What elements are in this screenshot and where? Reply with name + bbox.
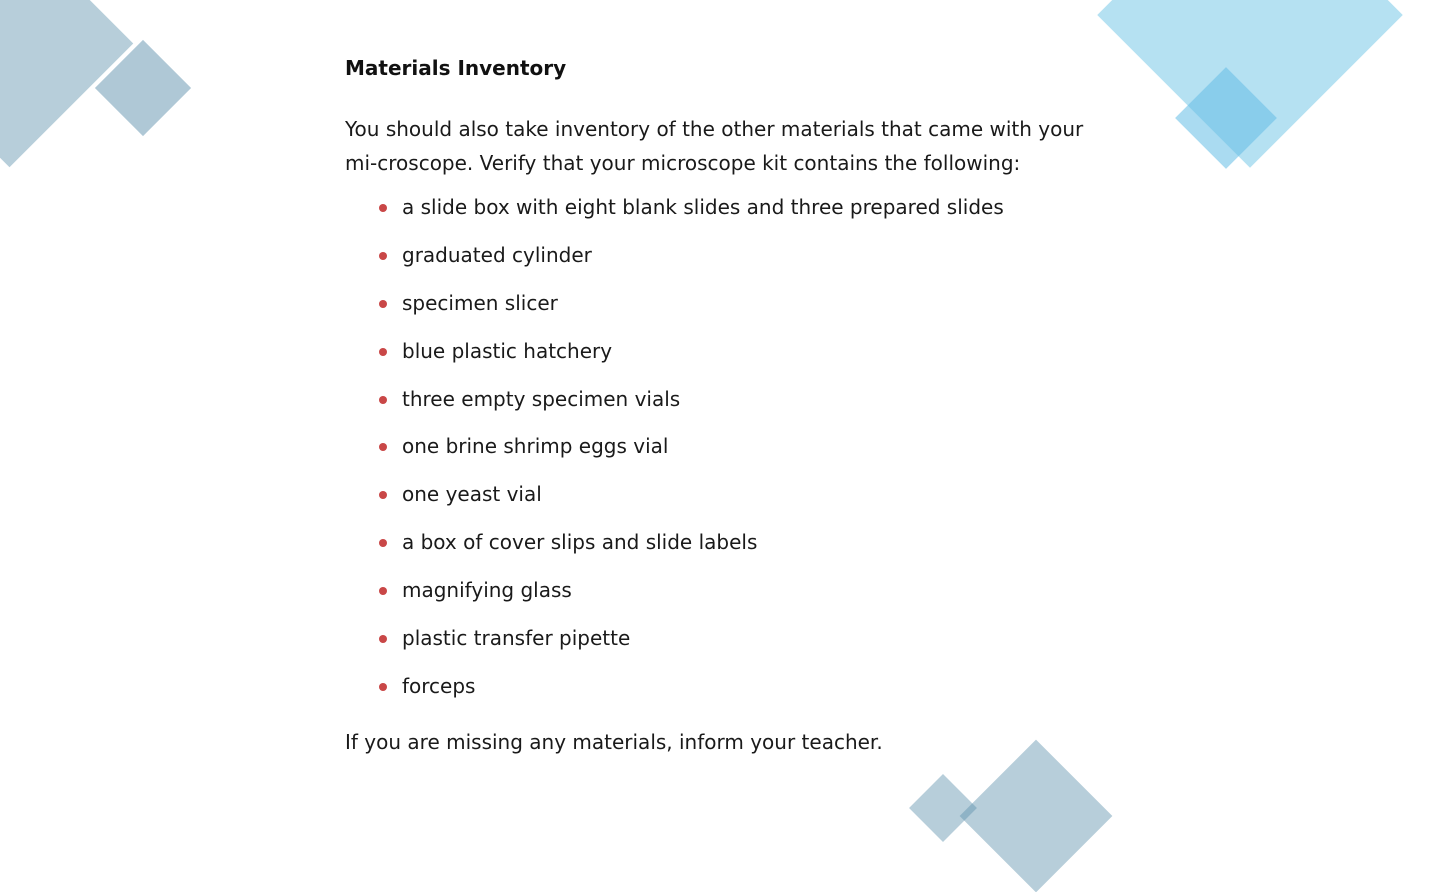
list-item [345,479,1090,527]
list-item [345,192,1090,240]
list-item-text: a box of cover slips and slide labels [402,530,758,555]
list-item [345,288,1090,336]
bullet-icon [379,539,387,547]
materials-list [345,192,1090,719]
list-item-text: plastic transfer pipette [402,626,631,651]
list-item [345,671,1090,719]
bullet-icon [379,443,387,451]
list-item-text: magnifying glass [402,578,572,603]
list-item [345,623,1090,671]
bullet-icon [379,635,387,643]
list-item-text: forceps [402,673,476,698]
intro-paragraph: You should also take inventory of the other materials that came with your mi-croscope. Verify that your microscope kit contains the following: [345,117,1084,175]
bullet-icon [379,396,387,404]
list-item [345,240,1090,288]
bullet-icon [379,348,387,356]
bullet-icon [379,587,387,595]
bullet-icon [379,204,387,212]
bullet-icon [379,491,387,499]
bullet-icon [379,300,387,308]
section-heading: Materials Inventory [345,56,567,80]
list-item-text: blue plastic hatchery [402,338,613,363]
list-item-text: three empty specimen vials [402,386,681,411]
list-item-text: specimen slicer [402,290,558,315]
list-item-text: a slide box with eight blank slides and three prepared slides [402,195,1004,219]
bullet-icon [379,683,387,691]
list-item-text: graduated cylinder [402,242,592,267]
document-content [345,52,1090,759]
bullet-icon [379,252,387,260]
list-item [345,431,1090,479]
list-item [345,336,1090,384]
list-item [345,575,1090,623]
list-item-text: one yeast vial [402,482,542,507]
list-item-text: one brine shrimp eggs vial [402,434,669,459]
list-item [345,527,1090,575]
closing-paragraph: If you are missing any materials, inform your teacher. [345,729,883,754]
decorative-diamond-bottom-right [960,740,1113,892]
list-item [345,384,1090,432]
